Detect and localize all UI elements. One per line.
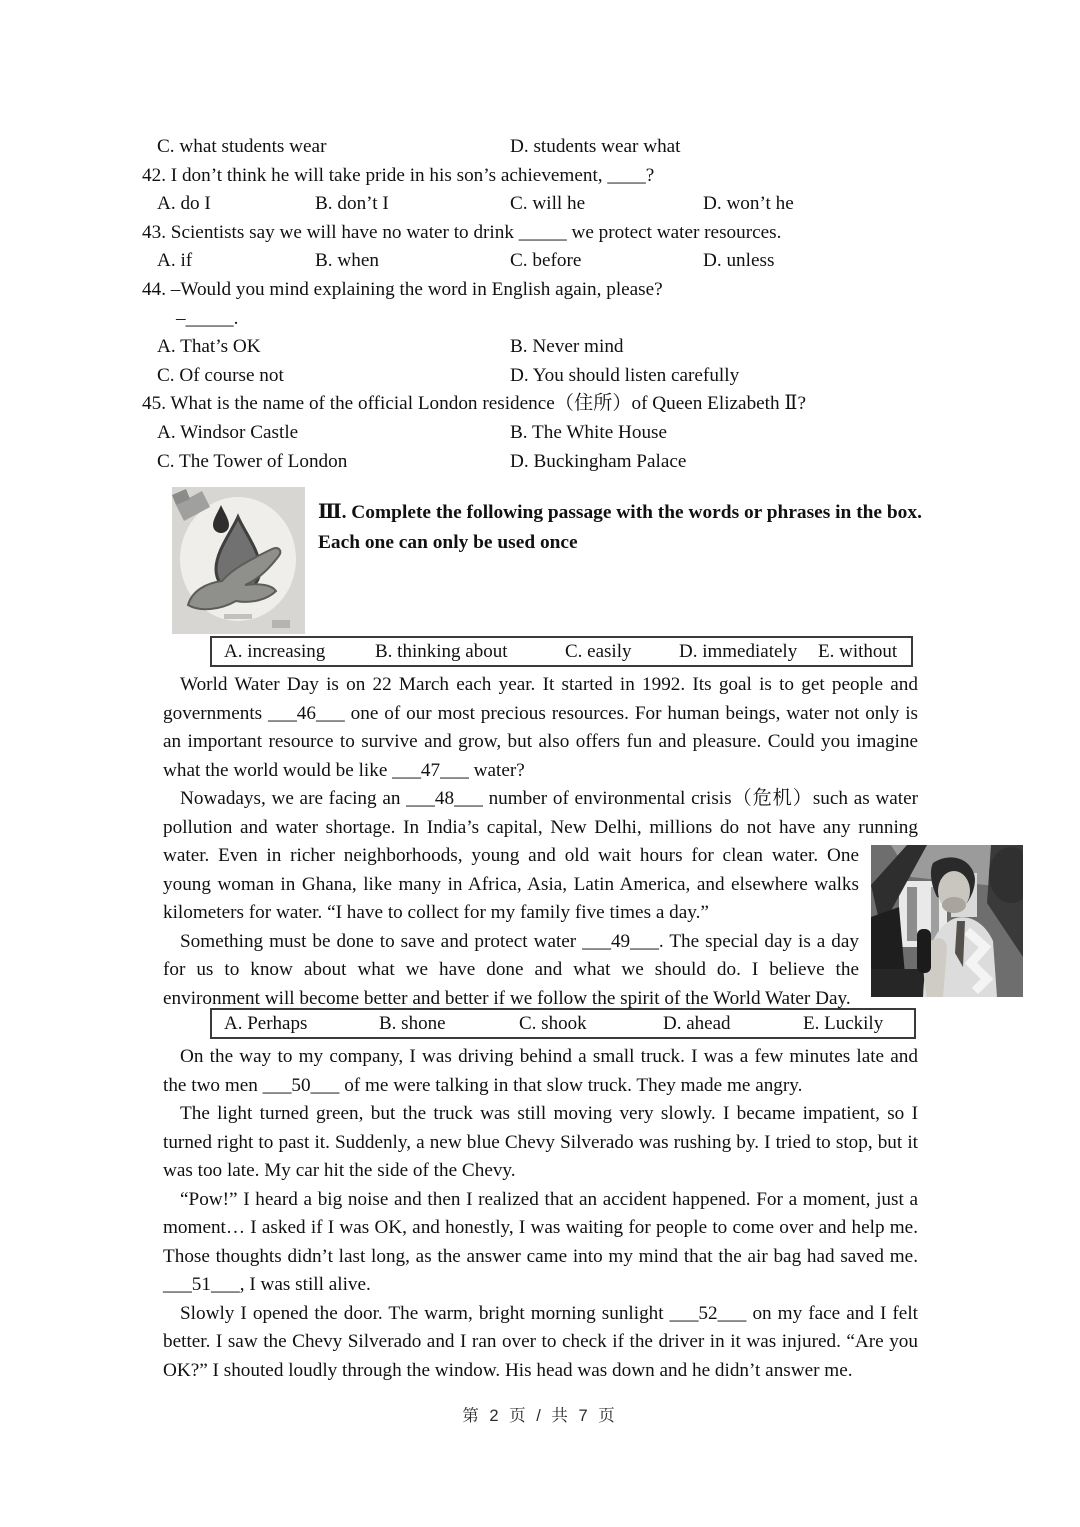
passage-world-water-day	[163, 671, 918, 1013]
q42-option-b: B. don’t I	[315, 193, 389, 215]
q44-stem: 44. –Would you mind explaining the word in English again, please?	[142, 278, 663, 300]
q45-option-d: D. Buckingham Palace	[510, 450, 687, 472]
passage-truck-accident	[163, 1043, 918, 1385]
q41-option-c: C. what students wear	[157, 136, 327, 157]
q43-options-row	[142, 247, 942, 276]
q41-options-cd-row	[142, 133, 942, 162]
box2-word-e: E. Luckily	[803, 1013, 884, 1034]
q44-response-blank: –_____.	[176, 307, 239, 329]
q42-option-d: D. won’t he	[703, 193, 794, 215]
box1-word-d: D. immediately	[679, 641, 798, 662]
q43-option-c: C. before	[510, 250, 582, 272]
passage2-paragraph-4: Slowly I opened the door. The warm, bright morning sunlight ___52___ on my face and I felt better. I saw the Chevy Silverado and I ran over to check if the driver in it was injured. “Are you OK?” I shouted loudly through the window. His head was down and he didn’t answer me.	[163, 1302, 918, 1381]
q45-options-ab-row	[142, 419, 942, 448]
section3-heading-line2: Each one can only be used once	[318, 532, 578, 553]
section3-heading-line1: Ⅲ. Complete the following passage with the words or phrases in the box.	[318, 502, 922, 523]
passage2-paragraph-2: The light turned green, but the truck was still moving very slowly. I became impatient, so I turned right to past it. Suddenly, a new blue Chevy Silverado was rushing by. I tried to stop, but it was too late. My car hit the side of the Chevy.	[163, 1103, 918, 1181]
q43-stem: 43. Scientists say we will have no water to drink _____ we protect water resources.	[142, 221, 782, 243]
water-drop-in-hand-image	[172, 487, 305, 634]
q43-option-d: D. unless	[703, 250, 775, 272]
box1-word-c: C. easily	[565, 641, 632, 662]
passage2-paragraph-3: “Pow!” I heard a big noise and then I realized that an accident happened. For a moment, just a moment… I asked if I was OK, and honestly, I was waiting for people to come over and help me. Those thoughts didn’t last long, as the answer came into my mind that the air bag had saved me. ___51___, I was still alive.	[163, 1188, 918, 1295]
q43-option-a: A. if	[157, 250, 193, 272]
q43-option-b: B. when	[315, 250, 379, 272]
q45-stem: 45. What is the name of the official London residence（住所）of Queen Elizabeth Ⅱ?	[142, 393, 806, 415]
box1-word-a: A. increasing	[224, 641, 326, 662]
q44-option-b: B. Never mind	[510, 336, 624, 358]
q44-options-ab-row	[142, 333, 942, 362]
q44-option-c: C. Of course not	[157, 364, 284, 386]
passage1-paragraph-3: Something must be done to save and protect water ___49___. The special day is a day for us to know about what we have done and what we should do. I believe the environment will become better and better if we follow the spirit of the World Water Day.	[163, 930, 859, 1009]
passage1-paragraph-2	[163, 785, 918, 928]
q45-options-cd-row	[142, 448, 942, 477]
q42-stem: 42. I don’t think he will take pride in his son’s achievement, ____?	[142, 164, 655, 186]
box2-word-a: A. Perhaps	[224, 1013, 308, 1034]
passage2-paragraph-1: On the way to my company, I was driving behind a small truck. I was a few minutes late and the two men ___50___ of me were talking in that slow truck. They made me angry.	[163, 1046, 918, 1096]
q42-option-a: A. do I	[157, 193, 211, 215]
q45-option-a: A. Windsor Castle	[157, 421, 299, 443]
box1-word-b: B. thinking about	[375, 641, 508, 662]
box2-word-c: C. shook	[519, 1013, 587, 1034]
q44-option-d: D. You should listen carefully	[510, 364, 740, 386]
box1-word-e: E. without	[818, 641, 898, 662]
passage1-paragraph-2-part2: Even in richer neighborhoods, young and old wait hours for clean water. One young woman in Ghana, like many in Africa, Asia, Latin America, and elsewhere walks kilometers for water. “I have to collect for my family five times a day.”	[163, 845, 859, 923]
q44-option-a: A. That’s OK	[157, 336, 261, 358]
q45-option-c: C. The Tower of London	[157, 450, 348, 472]
word-box-1	[210, 636, 913, 667]
box2-word-d: D. ahead	[663, 1013, 731, 1034]
q45-option-b: B. The White House	[510, 421, 668, 443]
q44-options-cd-row	[142, 362, 942, 391]
mcq-section	[142, 133, 942, 476]
q42-options-row	[142, 190, 942, 219]
q42-option-c: C. will he	[510, 193, 586, 215]
passage1-paragraph-1: World Water Day is on 22 March each year. It started in 1992. Its goal is to get people and governments ___46___ one of our most precious resources. For human beings, water not only is an important resource to survive and grow, but also offers fun and pleasure. Could you imagine what the world would be like ___47___ water?	[163, 674, 918, 781]
passage1-paragraph-2-part1: Nowadays, we are facing an ___48___ number of environmental crisis（危机）such as water pollution and water shortage. In India’s capital, New Delhi, millions do not have any running water.	[163, 788, 918, 866]
q41-option-d: D. students wear what	[510, 136, 681, 157]
page-number-footer: 第 2 页 / 共 7 页	[462, 1407, 618, 1425]
word-box-2	[210, 1008, 916, 1039]
section3-heading	[318, 498, 938, 558]
box2-word-b: B. shone	[379, 1013, 446, 1034]
man-driving-car-photo	[871, 845, 1023, 997]
